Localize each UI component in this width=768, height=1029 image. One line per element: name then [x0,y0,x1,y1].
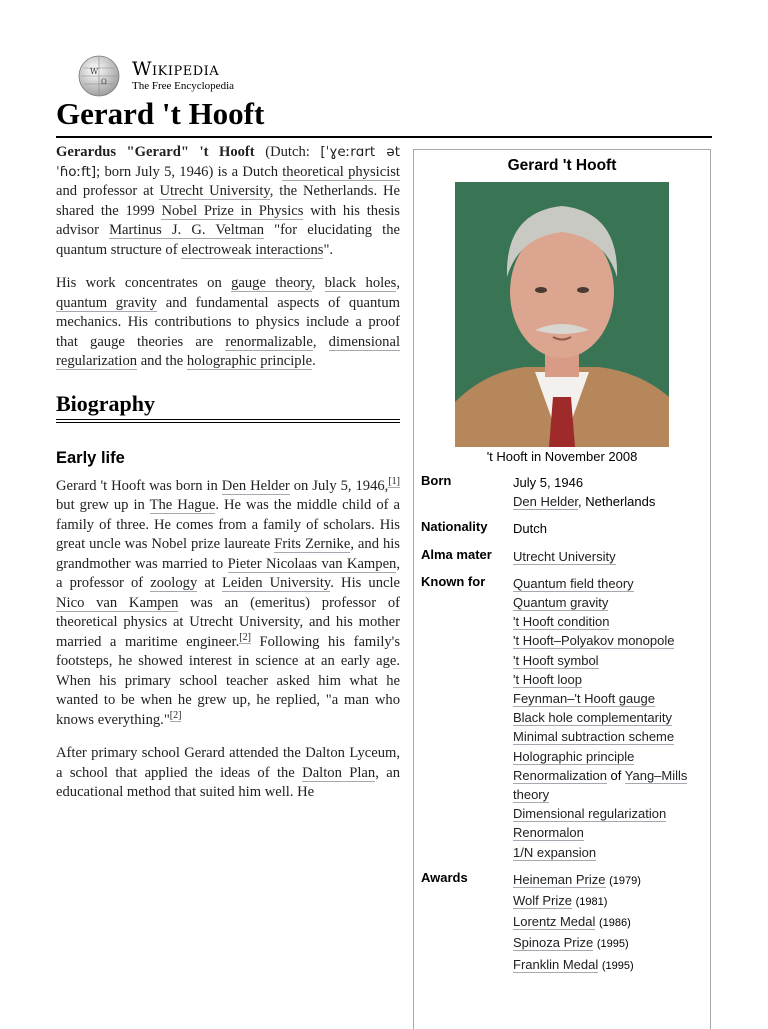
label-awards: Awards [421,869,468,885]
wikipedia-wordmark: Wikipedia [132,58,220,80]
known-for-item[interactable]: 't Hooft loop [513,671,582,687]
nationality-value: Dutch [513,521,547,537]
portrait-photo[interactable] [455,182,669,447]
svg-text:Ω: Ω [101,78,107,86]
link-frits-zernike[interactable]: Frits Zernike [274,536,351,552]
label-nationality: Nationality [421,519,488,535]
link-dimensional-regularization[interactable]: dimensional regularization [56,333,400,369]
link-quantum-gravity[interactable]: quantum gravity [56,294,158,311]
known-for-item[interactable]: 't Hooft symbol [513,652,599,668]
photo-caption: 't Hooft in November 2008 [486,449,638,464]
known-for-item[interactable]: Renormalization [513,767,607,783]
known-for-item[interactable]: Minimal subtraction scheme [513,729,675,745]
known-for-item[interactable]: 't Hooft condition [513,614,610,630]
link-black-holes[interactable]: black holes [324,275,397,291]
infobox-table [414,469,710,980]
title-divider [56,136,712,138]
award-link[interactable]: Wolf Prize [513,893,572,909]
link-theoretical-physicist[interactable]: theoretical physicist [282,163,400,180]
link-the-hague[interactable]: The Hague [149,497,216,513]
link-veltman[interactable]: Martinus J. G. Veltman [109,222,264,238]
known-for-item[interactable]: Yang–Mills theory [513,767,688,803]
label-known-for: Known for [421,573,486,589]
wikipedia-globe-icon [74,54,124,98]
link-van-kampen[interactable]: Pieter Nicolaas van Kampen [227,555,397,572]
link-alma-utrecht[interactable]: Utrecht University [513,548,616,564]
section-heading-biography: Biography [56,394,400,424]
page-title: Gerard 't Hooft [56,96,265,131]
section-heading-early-life: Early life [56,449,125,467]
link-nico-van-kampen[interactable]: Nico van Kampen [56,594,179,611]
known-for-item[interactable]: Feynman–'t Hooft gauge [513,691,655,707]
link-nobel-prize[interactable]: Nobel Prize in Physics [161,202,304,219]
award-year: (1995) [601,959,634,972]
infobox-row-awards [414,866,710,980]
early-life-paragraph: Gerard 't Hooft was born in Den Helder on July 5, 1946,[1] but grew up in The Hague. He was the middle child of a family of three. He comes from a family of scholars. His great uncle was Nobel prize laureate Frits Zernike, and his grandmother was married to Pieter Nicolaas van Kampen, a professor of zoology at Leiden University. His uncle Nico van Kampen was an (emeritus) professor of theoretical physics at Utrecht University, and his mother married a maritime engineer.[2] Following his family's footsteps, he showed interest in science at an early age. When his primary school teacher asked him what he wanted to be when he grew up, he replied, "a man who knows everything."[2] [56,475,400,728]
link-electroweak[interactable]: electroweak interactions [181,241,324,258]
dalton-paragraph: After primary school Gerard attended the Dalton Lyceum, a school that applied the ideas of the Dalton Plan, an educational method that suited him well. He [56,745,400,800]
award-year: (1986) [599,917,631,930]
subject-name: Gerardus "Gerard" 't Hooft [56,144,255,160]
citation-1[interactable]: [1] [388,475,400,487]
infobox-row-alma-mater [414,543,710,570]
citation-2b[interactable]: [2] [169,709,182,721]
award-year: (1979) [609,874,641,887]
link-zoology[interactable]: zoology [150,575,198,591]
known-for-item[interactable]: Quantum gravity [513,595,609,611]
citation-2[interactable]: [2] [239,631,251,643]
known-for-item[interactable]: 1/N expansion [513,844,597,860]
award-link[interactable]: Lorentz Medal [513,914,596,930]
link-renormalizable[interactable]: renormalizable [225,333,313,350]
wikipedia-logo[interactable] [74,54,234,98]
infobox-row-known-for: Known for Quantum field theory Quantum gravity 't Hooft condition 't Hooft–Polyakov monopole 't Hooft symbol 't Hooft loop Feynman–'t Hooft gauge Black hole complementarity Minimal subtraction scheme Holographic principle Renormalization of Yang–Mills theory Dimensional regularization Renormalon 1/N expansion [414,570,710,866]
link-utrecht-university[interactable]: Utrecht University [159,183,270,199]
intro-paragraph: Gerardus "Gerard" 't Hooft (Dutch: [ˈɣeːrɑrt ət ˈɦoːft]; born July 5, 1946) is a Dutch theoretical physicist and professor at Utrecht University, the Netherlands. He shared the 1999 Nobel Prize in Physics with his thesis advisor Martinus J. G. Veltman "for elucidating the quantum structure of electroweak interactions". [56,144,400,258]
link-gauge-theory[interactable]: gauge theory [231,275,312,291]
known-for-item[interactable]: Holographic principle [513,748,635,764]
ipa-pronunciation[interactable]: [ˈɣeːrɑrt ət ˈɦoːft] [56,144,400,180]
award-year: (1995) [596,938,629,951]
article-body [56,143,400,817]
known-for-item[interactable]: Dimensional regularization [513,806,667,822]
born-date: July 5, 1946 [513,475,584,490]
link-dalton-plan[interactable]: Dalton Plan [302,764,376,781]
award-year: (1981) [575,896,608,909]
infobox-title: Gerard 't Hooft [507,157,617,174]
award-link[interactable]: Franklin Medal [513,956,599,972]
link-den-helder[interactable]: Den Helder [221,477,290,494]
link-holographic-principle[interactable]: holographic principle [186,353,313,369]
award-link[interactable]: Heineman Prize [513,871,606,887]
wikipedia-tagline: The Free Encyclopedia [132,80,235,92]
svg-text:W: W [90,67,99,76]
known-for-item[interactable]: Black hole complementarity [513,710,672,726]
known-for-item[interactable]: Renormalon [513,825,584,841]
award-link[interactable]: Spinoza Prize [513,935,594,951]
known-for-item[interactable]: 't Hooft–Polyakov monopole [513,633,675,649]
infobox-row-nationality [414,515,710,542]
work-paragraph: His work concentrates on gauge theory, black holes, quantum gravity and fundamental aspects of quantum mechanics. His contributions to physics include a proof that gauge theories are renormalizable, dimensional regularization and the holographic principle. [56,275,400,369]
link-born-den-helder[interactable]: Den Helder [513,494,579,510]
infobox-row-born: Born July 5, 1946 Den Helder, Netherlands [414,469,710,515]
label-alma-mater: Alma mater [421,546,492,562]
link-leiden-university[interactable]: Leiden University [222,575,331,591]
infobox [413,149,711,1029]
label-born: Born [421,473,452,488]
known-for-item[interactable]: Quantum field theory [513,575,634,591]
